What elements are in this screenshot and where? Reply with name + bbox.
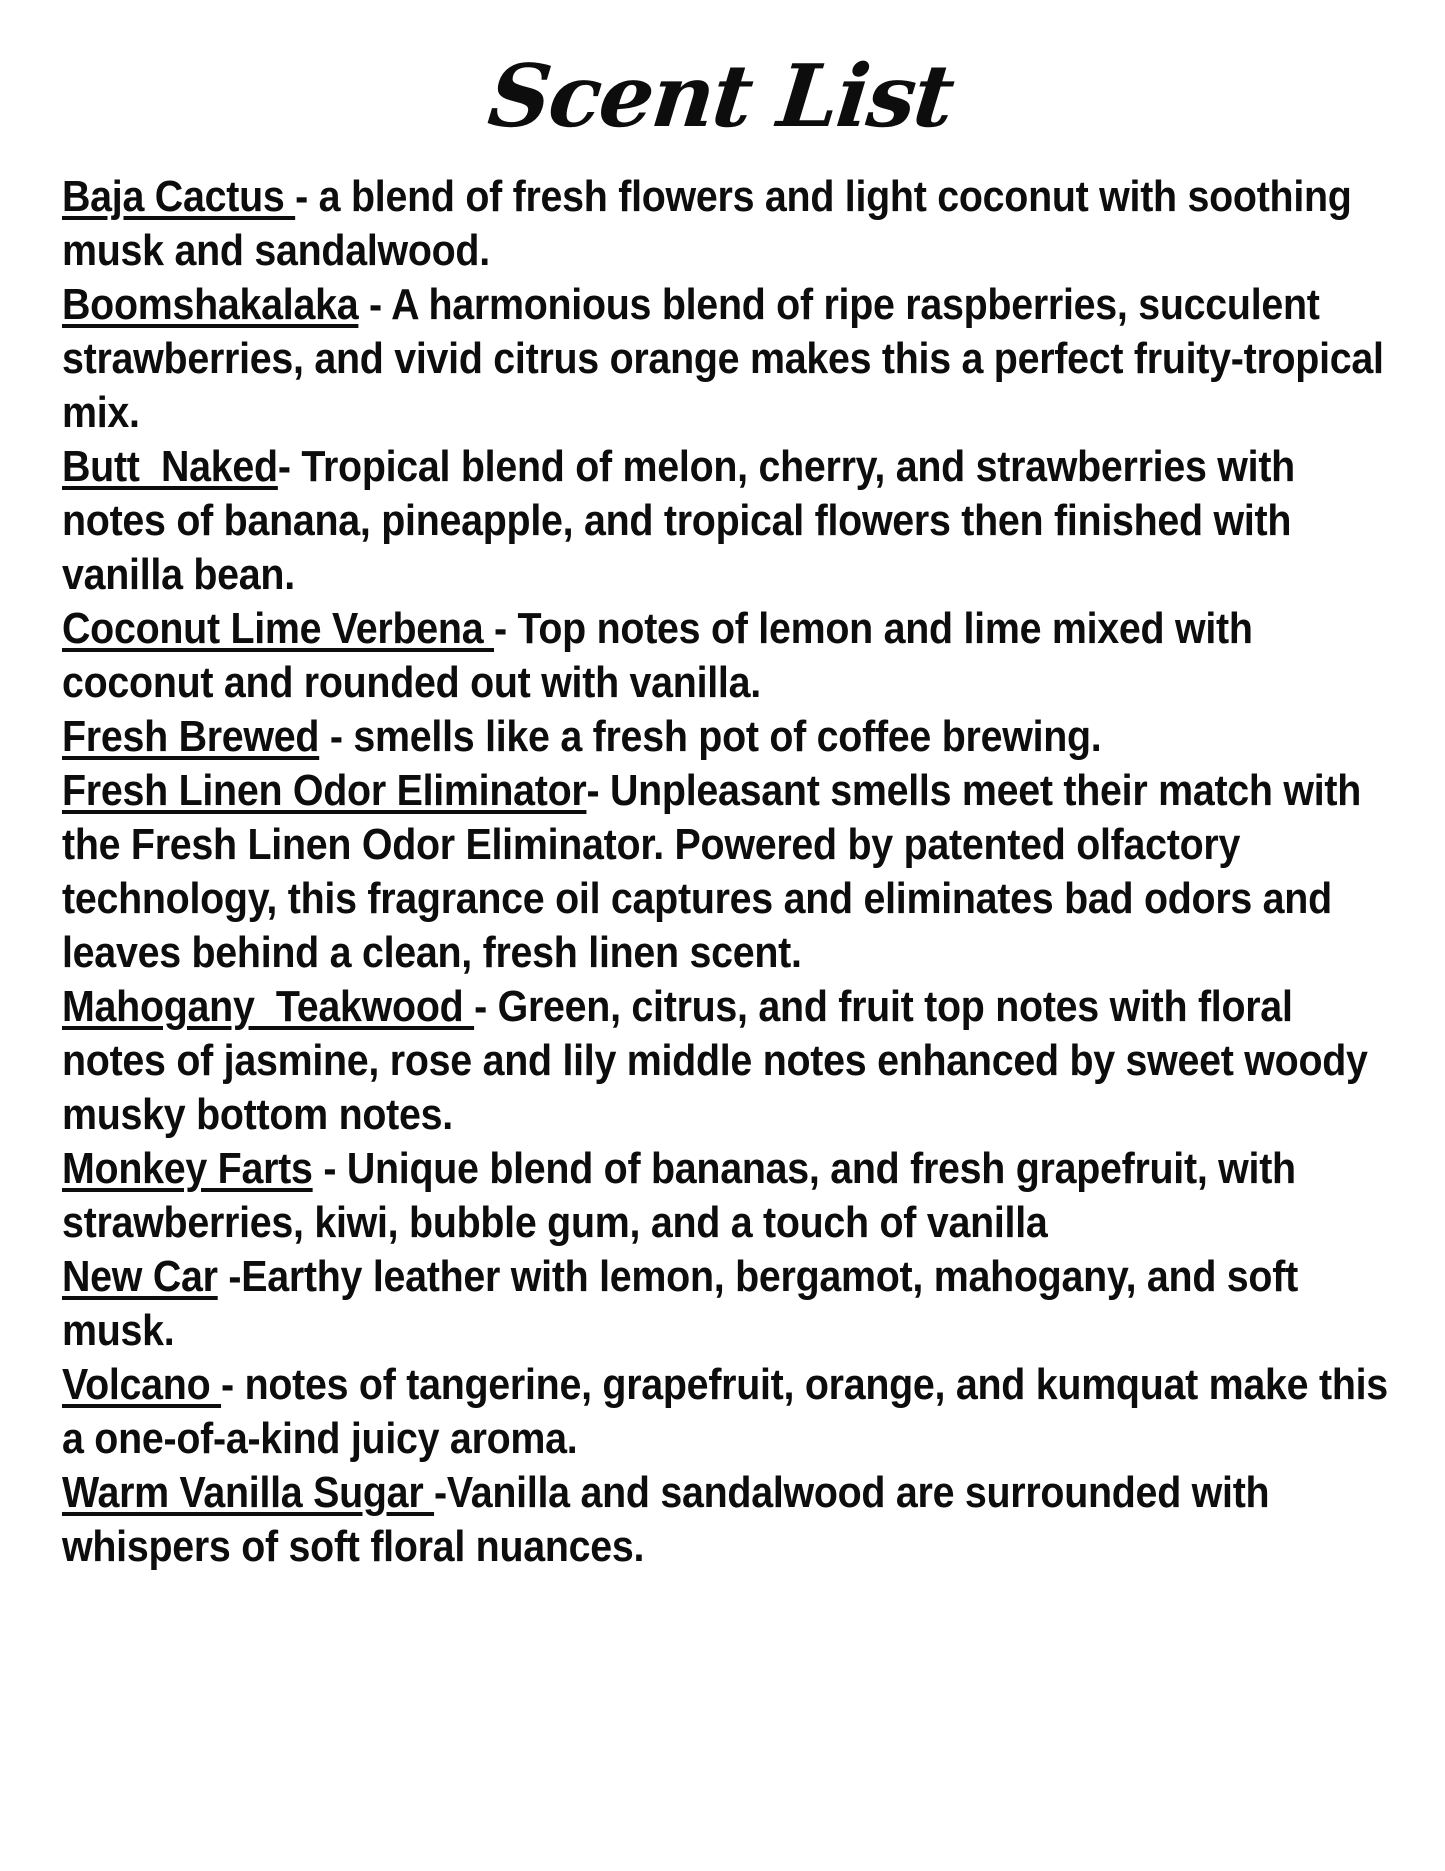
scent-separator: - [358, 280, 392, 329]
scent-name: Warm Vanilla Sugar [62, 1468, 435, 1517]
scent-separator: - [221, 1360, 245, 1409]
scent-entry-butt-naked [62, 440, 1405, 602]
scent-description: Earthy leather with lemon, bergamot, mahogany, and soft musk. [62, 1252, 1309, 1355]
scent-name: Volcano [62, 1360, 222, 1409]
scent-description: a blend of fresh flowers and light coconut with soothing musk and sandalwood. [62, 172, 1363, 275]
scent-entry-volcano [62, 1358, 1405, 1466]
scent-entry-warm-vanilla-sugar [62, 1466, 1405, 1574]
scent-list [62, 170, 1405, 1574]
scent-entry-fresh-brewed [62, 710, 1405, 764]
scent-separator: - [434, 1468, 447, 1517]
scent-description: Unpleasant smells meet their match with the Fresh Linen Odor Eliminator. Powered by patented olfactory technology, this fragrance oil captures and eliminates bad odors and leaves behind a clean, fresh linen scent. [62, 766, 1372, 977]
scent-name: Fresh Brewed [62, 712, 320, 761]
scent-name: New Car [62, 1252, 218, 1301]
scent-entry-boomshakalaka [62, 278, 1405, 440]
scent-separator: - [217, 1252, 242, 1301]
scent-separator: - [319, 712, 354, 761]
scent-name: Baja Cactus [62, 172, 296, 221]
scent-description: Top notes of lemon and lime mixed with coconut and rounded out with vanilla. [62, 604, 1264, 707]
page-title: Scent List [483, 46, 958, 147]
scent-separator: - [494, 604, 518, 653]
scent-description: notes of tangerine, grapefruit, orange, and kumquat make this a one-of-a-kind juicy aroma. [62, 1360, 1399, 1463]
scent-entry-new-car [62, 1250, 1405, 1358]
scent-name: Mahogany Teakwood [62, 982, 475, 1031]
scent-entry-coconut-lime-verbena [62, 602, 1405, 710]
scent-entry-monkey-farts [62, 1142, 1405, 1250]
scent-description: Vanilla and sandalwood are surrounded with whispers of soft floral nuances. [62, 1468, 1281, 1571]
scent-description: Tropical blend of melon, cherry, and strawberries with notes of banana, pineapple, and tropical flowers then finished with vanilla bean. [62, 442, 1306, 599]
scent-name: Fresh Linen Odor Eliminator [62, 766, 587, 815]
scent-separator: - [277, 442, 302, 491]
scent-entry-mahogany-teakwood [62, 980, 1405, 1142]
scent-separator: - [295, 172, 319, 221]
scent-description: A harmonious blend of ripe raspberries, succulent strawberries, and vivid citrus orange makes this a perfect fruity-tropical mix. [62, 280, 1395, 437]
scent-separator: - [586, 766, 610, 815]
scent-entry-baja-cactus [62, 170, 1405, 278]
scent-description: smells like a fresh pot of coffee brewing. [353, 712, 1102, 761]
scent-name: Monkey Farts [62, 1144, 313, 1193]
scent-separator: - [312, 1144, 347, 1193]
scent-description: Green, citrus, and fruit top notes with floral notes of jasmine, rose and lily middle notes enhanced by sweet woody musky bottom notes. [62, 982, 1379, 1139]
scent-name: Coconut Lime Verbena [62, 604, 495, 653]
scent-name: Butt Naked [62, 442, 278, 491]
scent-entry-fresh-linen-odor-eliminator [62, 764, 1405, 980]
scent-separator: - [474, 982, 498, 1031]
scent-name: Boomshakalaka [62, 280, 359, 329]
scent-description: Unique blend of bananas, and fresh grapefruit, with strawberries, kiwi, bubble gum, and a touch of vanilla [62, 1144, 1307, 1247]
